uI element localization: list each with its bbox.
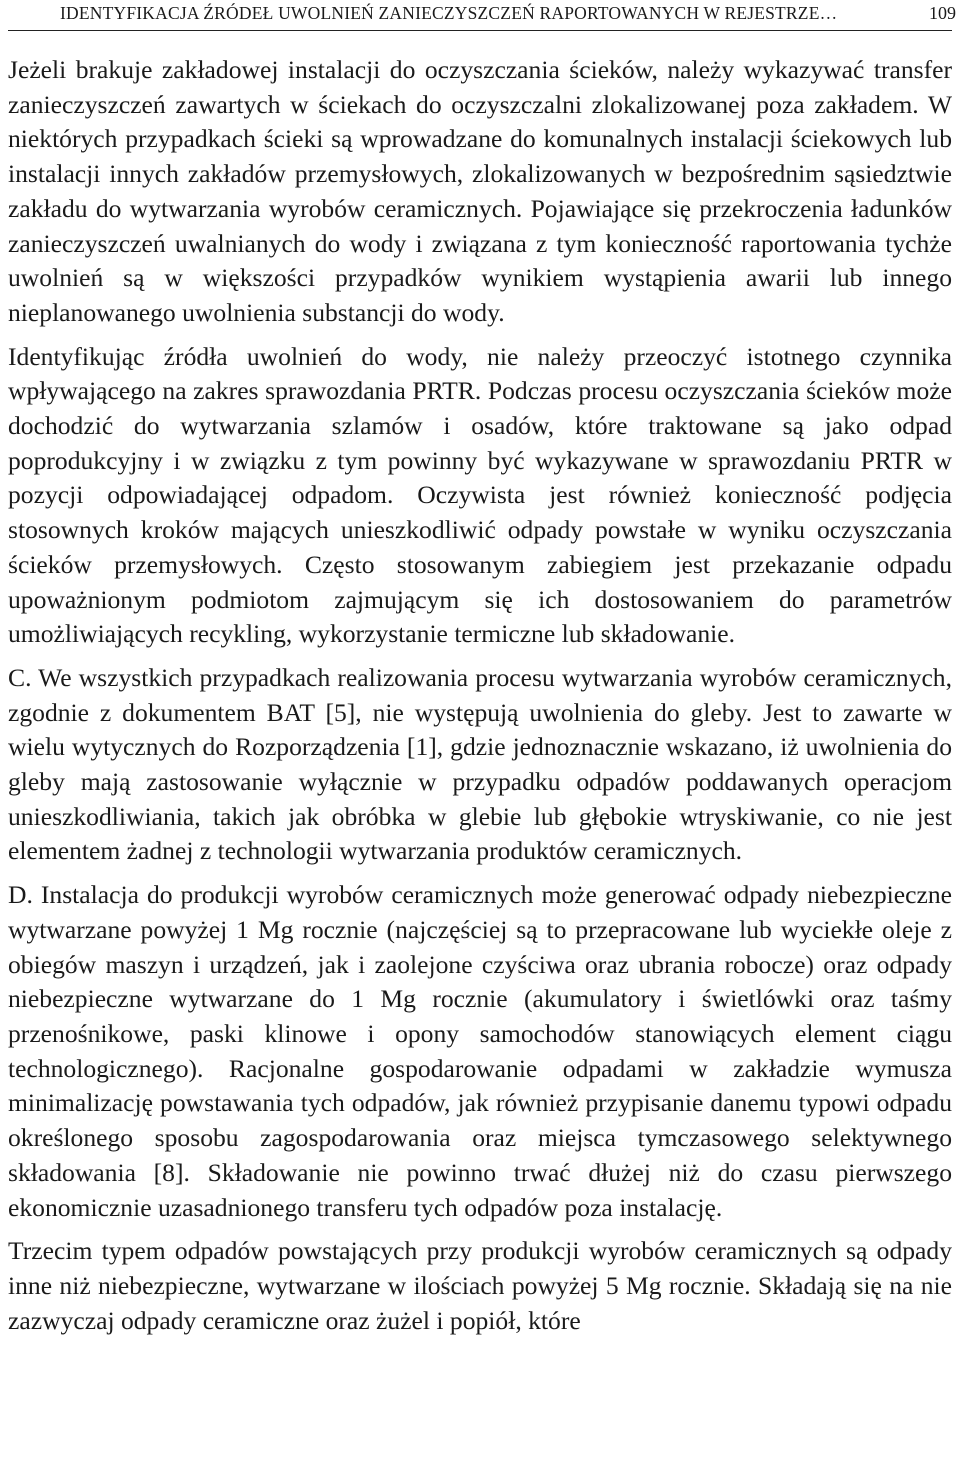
paragraph: C. We wszystkich przypadkach realizowania procesu wytwarzania wyrobów ceramicznych, zgodnie z dokumentem BAT [5], nie występują uwolnienia do gleby. Jest to zawarte w wielu wytycznych do Rozporządzenia [1], gdzie jednoznacznie wskazano, iż uwolnienia do gleby mają zastosowanie wyłącznie w przypadku odpadów poddawanych operacjom unieszkodliwiania, takich jak obróbka w glebie lub głębokie wtryskiwanie, co nie jest elementem żadnej z technologii wytwarzania produktów ceramicznych. — [8, 662, 952, 866]
paragraph: Jeżeli brakuje zakładowej instalacji do oczyszczania ścieków, należy wykazywać transfer zanieczyszczeń zawartych w ściekach do oczyszczalni zlokalizowanej poza zakładem. W niektórych przypadkach ścieki są wprowadzane do komunalnych instalacji ściekowych lub instalacji innych zakładów przemysłowych, zlokalizowanych w bezpośrednim sąsiedztwie zakładu do wytwarzania wyrobów ceramicznych. Pojawiające się przekroczenia ładunków zanieczyszczeń uwalnianych do wody i związana z tym konieczność raportowania tychże uwolnień są w większości przypadków wynikiem wystąpienia awarii lub innego nieplanowanego uwolnienia substancji do wody. — [8, 55, 952, 327]
document-page — [8, 0, 956, 1347]
running-header-title: IDENTYFIKACJA ŹRÓDEŁ UWOLNIEŃ ZANIECZYSZCZEŃ RAPORTOWANYCH W REJESTRZE… — [60, 3, 838, 23]
running-header — [8, 0, 956, 31]
paragraph: Identyfikując źródła uwolnień do wody, nie należy przeoczyć istotnego czynnika wpływającego na zakres sprawozdania PRTR. Podczas procesu oczyszczania ścieków może dochodzić do wytwarzania szlamów i osadów, które traktowane są jako odpad poprodukcyjny i w związku z tym powinny być wykazywane w sprawozdaniu PRTR w pozycji odpowiadającej odpadom. Oczywista jest również konieczność podjęcia stosownych kroków mających unieszkodliwić odpady powstałe w wyniku oczyszczania ścieków przemysłowych. Często stosowanym zabiegiem jest przekazanie odpadu upoważnionym podmiotom zajmującym się ich dostosowaniem do parametrów umożliwiających recykling, wykorzystanie termiczne lub składowanie. — [8, 341, 952, 649]
body-text — [8, 53, 952, 1338]
paragraph: D. Instalacja do produkcji wyrobów ceramicznych może generować odpady niebezpieczne wytwarzane powyżej 1 Mg rocznie (najczęściej są to przepracowane lub wyciekłe oleje z obiegów maszyn i urządzeń, jak i zaolejone czyściwa oraz ubrania robocze) oraz odpady niebezpieczne wytwarzane do 1 Mg rocznie (akumulatory i świetlówki oraz taśmy przenośnikowe, paski klinowe i opony samochodów stanowiących element ciągu technologicznego). Racjonalne gospodarowanie odpadami w zakładzie wymusza minimalizację powstawania tych odpadów, jak również przypisanie danemu typowi odpadu określonego sposobu zagospodarowania oraz miejsca tymczasowego selektywnego składowania [8]. Składowanie nie powinno trwać dłużej niż do czasu pierwszego ekonomicznie uzasadnionego transferu tych odpadów poza instalację. — [8, 880, 952, 1222]
page-number: 109 — [929, 3, 956, 23]
paragraph: Trzecim typem odpadów powstających przy produkcji wyrobów ceramicznych są odpady inne niż niebezpieczne, wytwarzane w ilościach powyżej 5 Mg rocznie. Składają się na nie zazwyczaj odpady ceramiczne oraz żużel i popiół, które — [8, 1236, 952, 1335]
